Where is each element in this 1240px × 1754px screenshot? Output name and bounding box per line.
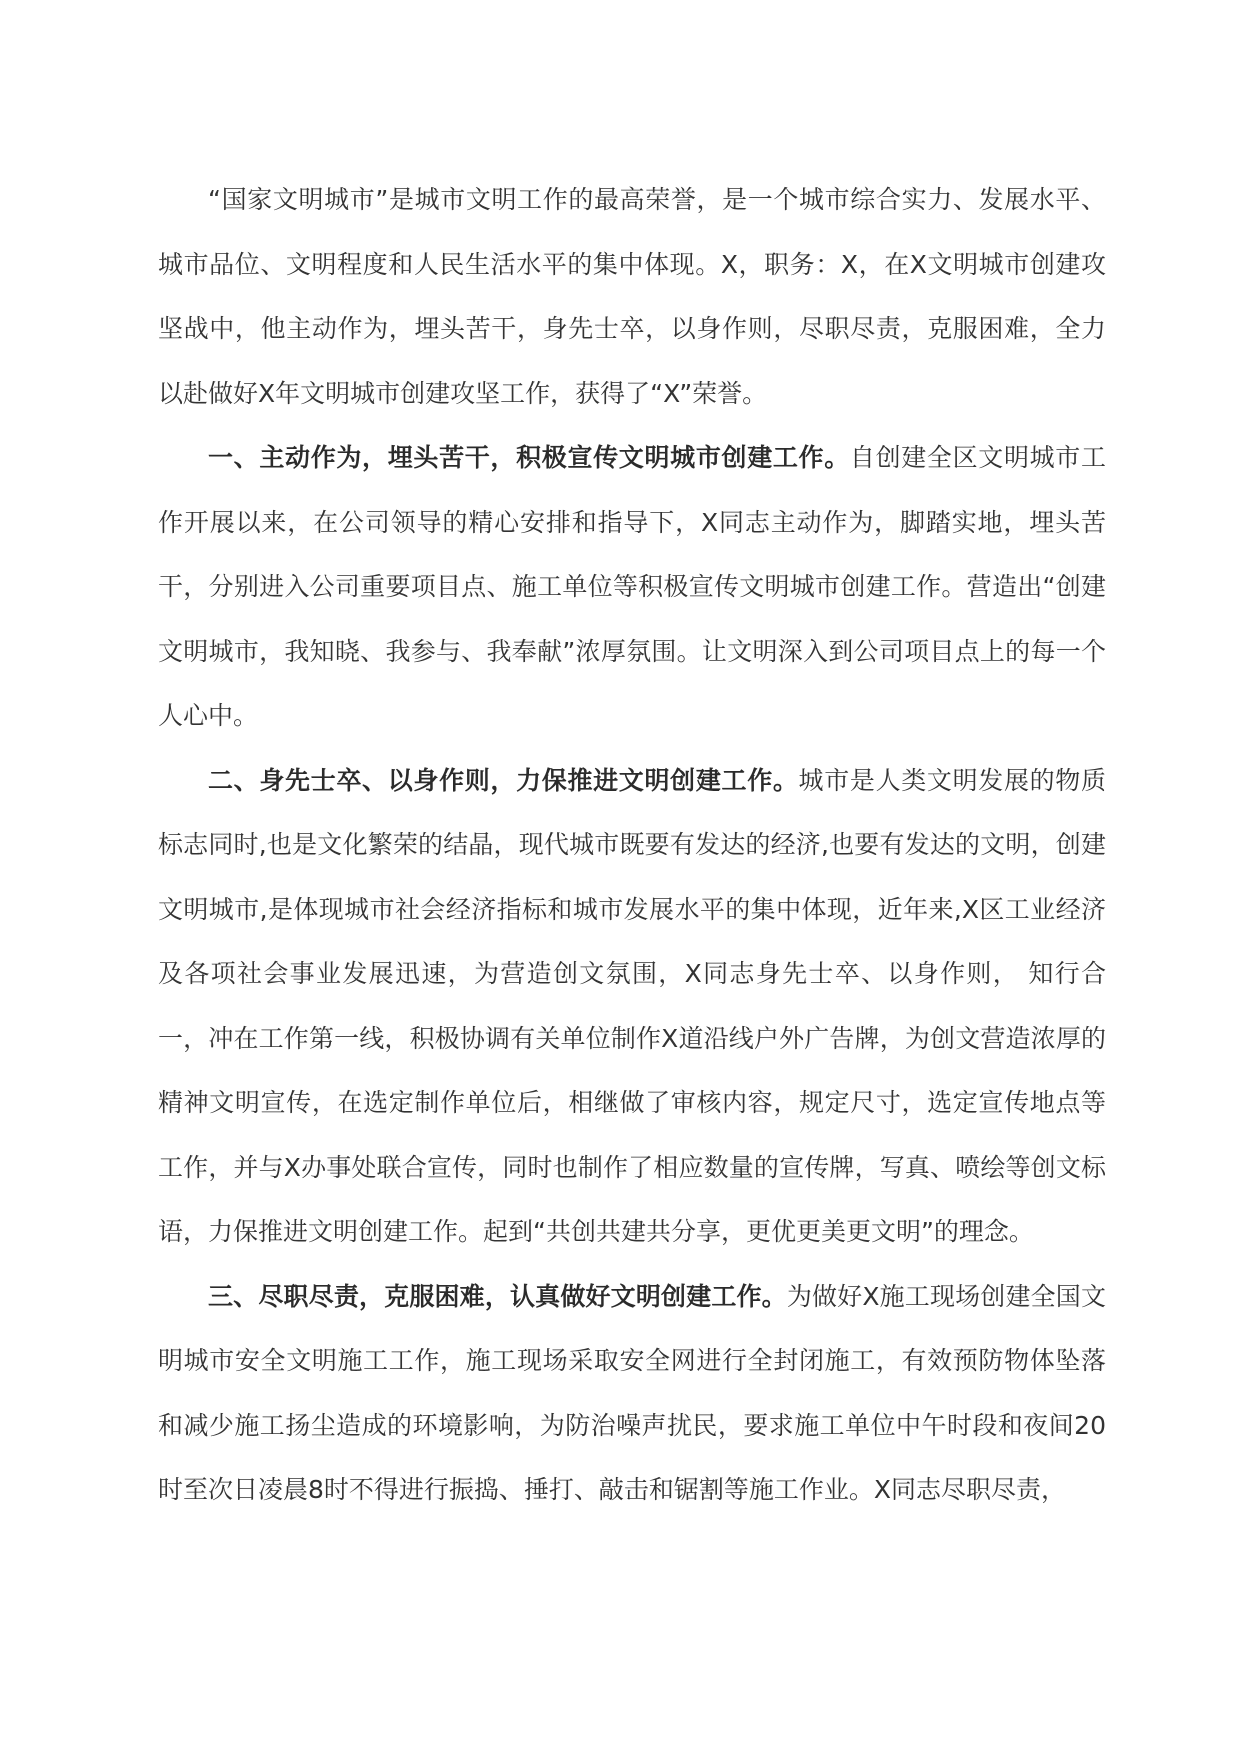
section-three-heading: 三、尽职尽责，克服困难，认真做好文明创建工作。 xyxy=(208,1281,787,1311)
intro-body: “国家文明城市”是城市文明工作的最高荣誉，是一个城市综合实力、发展水平、城市品位、文明程度和人民生活水平的集中体现。X，职务：X，在X文明城市创建攻坚战中，他主动作为，埋头苦干，身先士卒，以身作则，尽职尽责，克服困难，全力以赴做好X年文明城市创建攻坚工作，获得了“X”荣誉。 xyxy=(158,185,1106,408)
section-one-heading: 一、主动作为，埋头苦干，积极宣传文明城市创建工作。 xyxy=(208,443,850,472)
section-three-paragraph xyxy=(158,1265,1106,1523)
section-one-paragraph xyxy=(158,426,1106,749)
section-two-body: 城市是人类文明发展的物质标志同时,也是文化繁荣的结晶，现代城市既要有发达的经济,也要有发达的文明，创建文明城市,是体现城市社会经济指标和城市发展水平的集中体现，近年来,X区工业经济及各项社会事业发展迅速，为营造创文氛围，X同志身先士卒、以身作则， 知行合一，冲在工作第一线，积极协调有关单位制作X道沿线户外广告牌，为创文营造浓厚的精神文明宣传，在选定制作单位后，相继做了审核内容，规定尺寸，选定宣传地点等工作，并与X办事处联合宣传，同时也制作了相应数量的宣传牌，写真、喷绘等创文标语，力保推进文明创建工作。起到“共创共建共分享，更优更美更文明”的理念。 xyxy=(158,765,1106,1246)
document-body xyxy=(158,168,1106,1523)
section-two-heading: 二、身先士卒、以身作则，力保推进文明创建工作。 xyxy=(208,765,799,795)
section-two-paragraph xyxy=(158,749,1106,1265)
section-one-body: 自创建全区文明城市工作开展以来，在公司领导的精心安排和指导下，X同志主动作为，脚踏实地，埋头苦干，分别进入公司重要项目点、施工单位等积极宣传文明城市创建工作。营造出“创建文明城市，我知晓、我参与、我奉献”浓厚氛围。让文明深入到公司项目点上的每一个人心中。 xyxy=(158,443,1106,730)
intro-paragraph xyxy=(158,168,1106,426)
section-three-body: 为做好X施工现场创建全国文明城市安全文明施工工作，施工现场采取安全网进行全封闭施工，有效预防物体坠落和减少施工扬尘造成的环境影响，为防治噪声扰民，要求施工单位中午时段和夜间20时至次日凌晨8时不得进行振捣、捶打、敲击和锯割等施工作业。X同志尽职尽责， xyxy=(158,1281,1106,1504)
